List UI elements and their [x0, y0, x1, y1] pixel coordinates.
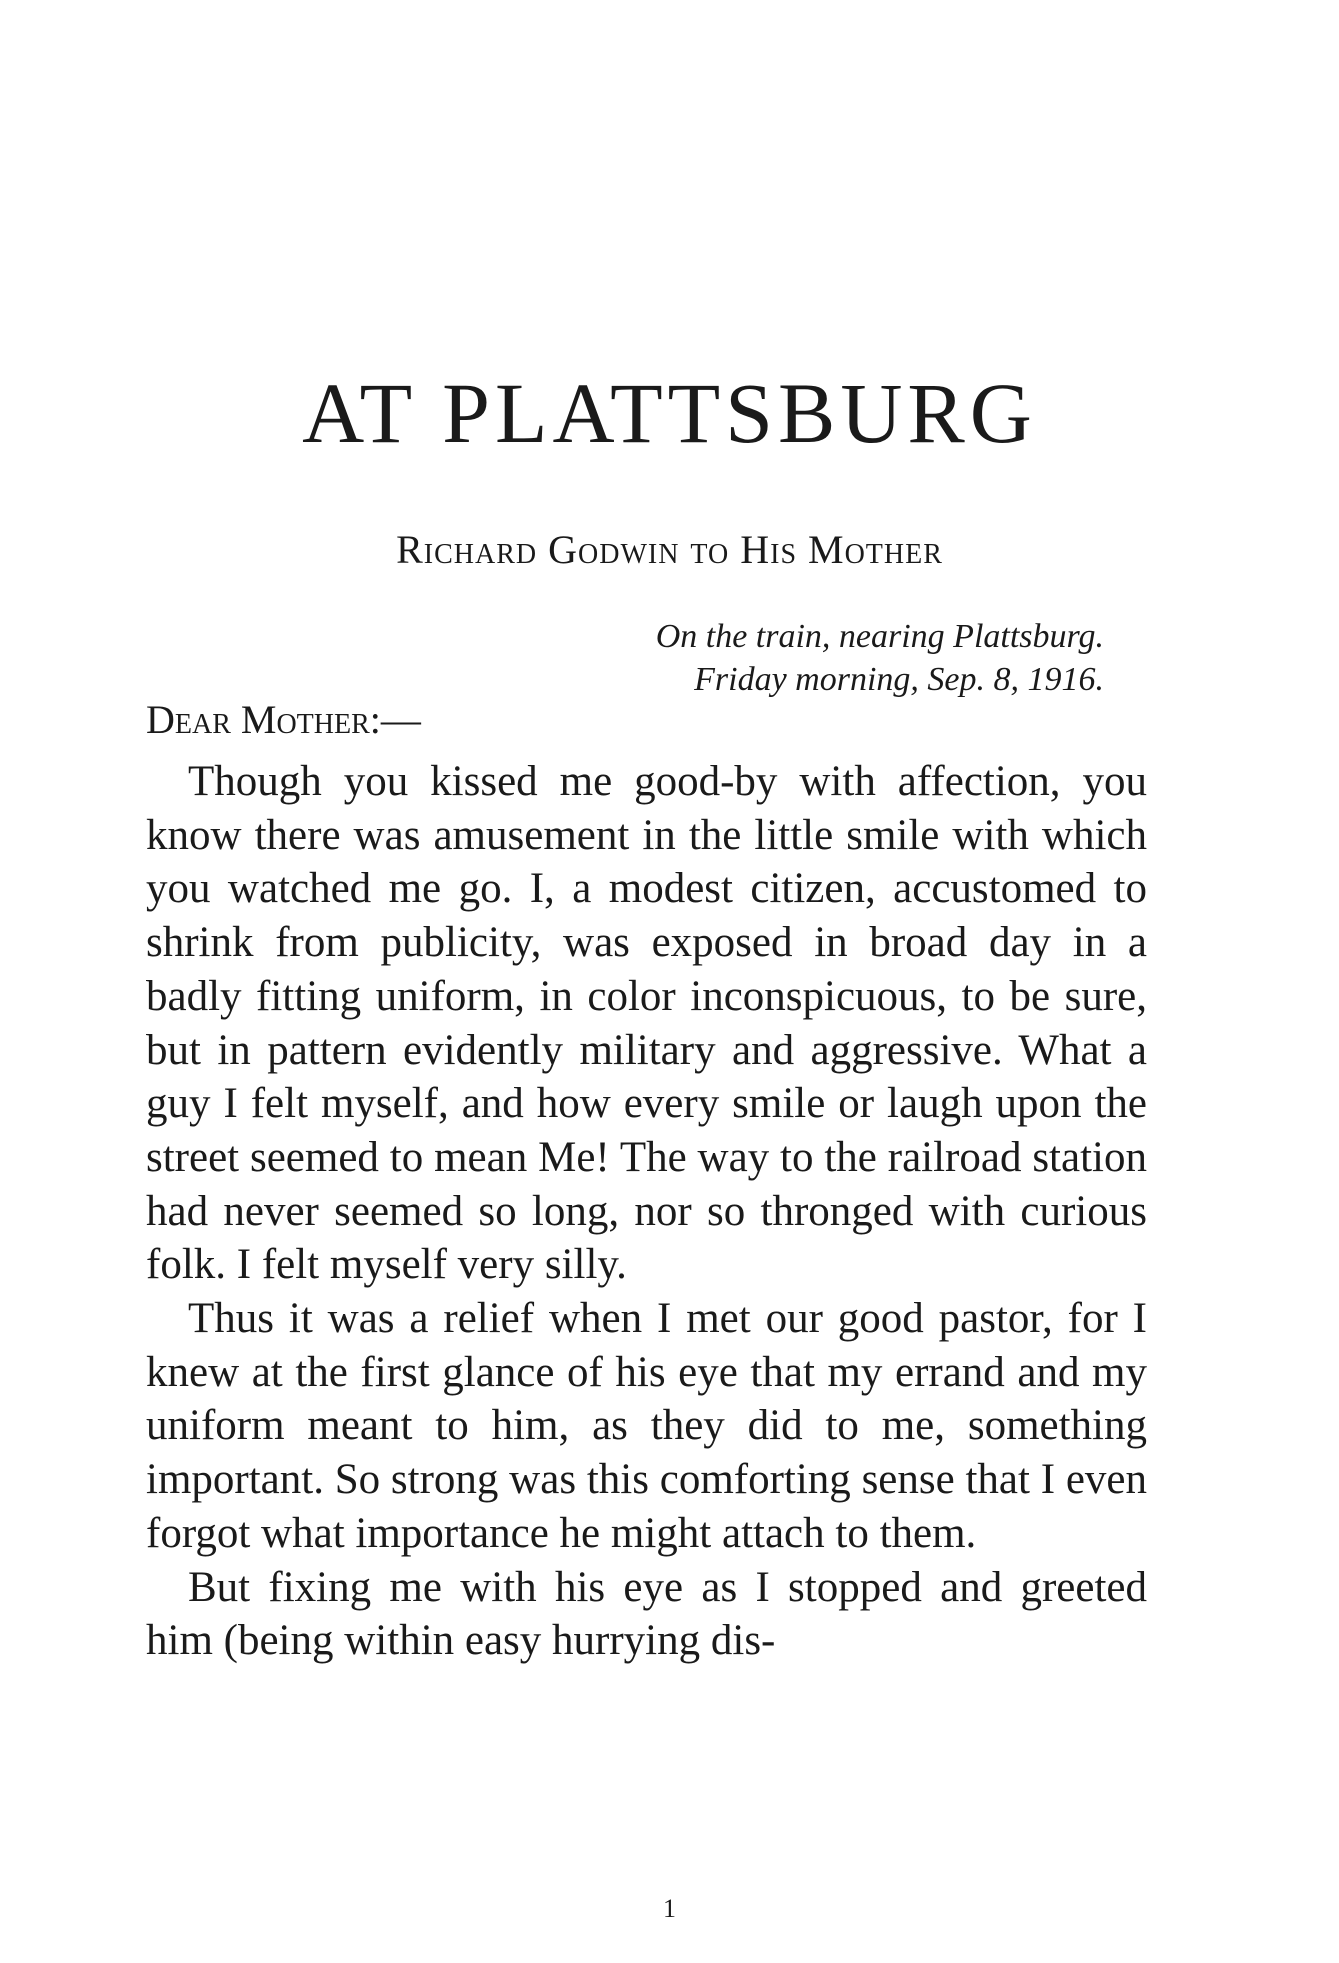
letter-salutation: Dear Mother:— — [146, 697, 421, 742]
chapter-title: AT PLATTSBURG — [302, 365, 1037, 461]
dateline-date: Friday morning, Sep. 8, 1916. — [694, 661, 1104, 698]
letter-dateline — [656, 615, 1104, 701]
letter-body — [146, 755, 1147, 1668]
paragraph: Though you kissed me good-by with affection, you know there was amusement in the little smile with which you watched me go. I, a modest citizen, accustomed to shrink from publicity, was exposed in broad day in a badly fitting uniform, in color inconspicuous, to be sure, but in pattern evidently military and aggressive. What a guy I felt myself, and how every smile or laugh upon the street seemed to mean Me! The way to the railroad station had never seemed so long, nor so thronged with curious folk. I felt myself very silly. — [146, 758, 1147, 1289]
dateline-place: On the train, nearing Plattsburg. — [655, 618, 1104, 655]
paragraph: But fixing me with his eye as I stopped and greeted him (being within easy hurrying dis- — [146, 1563, 1147, 1665]
page-number: 1 — [663, 1894, 676, 1923]
paragraph: Thus it was a relief when I met our good pastor, for I knew at the first glance of his eye that my errand and my uniform meant to him, as they did to me, something important. So strong was this comforting sense that I even forgot what importance he might attach to them. — [146, 1295, 1147, 1557]
chapter-subtitle: Richard Godwin to His Mother — [396, 527, 943, 572]
